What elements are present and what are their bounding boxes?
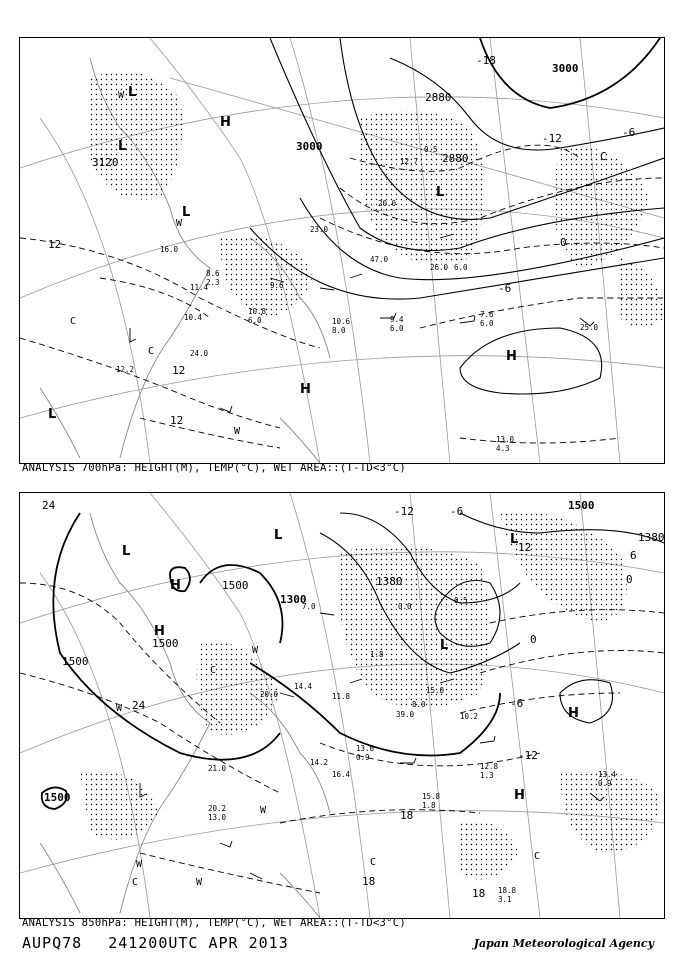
pressure-center-850-6: H <box>568 706 579 721</box>
misc-mark-700-1: C <box>70 316 77 327</box>
temp-label-700-3: 12 <box>170 414 184 427</box>
misc-mark-850-4: W <box>252 645 259 656</box>
pressure-center-850-2: H <box>170 578 181 593</box>
misc-mark-850-6: C <box>132 877 139 888</box>
station-value-850-9: 0.9 <box>356 753 370 762</box>
station-value-850-16: 15.0 <box>426 686 445 695</box>
agency-name: Japan Meteorological Agency <box>473 937 654 950</box>
height-label-850-7: 1500 <box>222 579 249 592</box>
station-value-700-25: 12.7 <box>400 157 419 166</box>
temp-label-700-5: -6 <box>622 126 636 139</box>
height-label-700-2: 2880 <box>425 91 452 104</box>
station-value-850-24: 1.8 <box>370 650 384 659</box>
station-value-700-15: 11.4 <box>190 283 209 292</box>
station-value-850-11: 16.4 <box>332 770 351 779</box>
height-label-850-2: 1500 <box>152 637 179 650</box>
temp-label-700-9: C <box>600 150 607 163</box>
station-value-700-26: 0.5 <box>424 145 438 154</box>
station-value-850-17: 8.0 <box>412 700 426 709</box>
map-panel-700hpa <box>19 37 665 464</box>
wet-areas <box>90 71 664 328</box>
temp-label-850-8: 0 <box>530 633 537 646</box>
misc-mark-850-5: C <box>210 665 217 676</box>
temp-label-850-2: 24 <box>132 699 146 712</box>
station-value-700-5: 25.0 <box>580 323 599 332</box>
station-values <box>116 145 599 453</box>
station-value-700-14: 9.6 <box>270 281 284 290</box>
station-value-700-21: 20.0 <box>378 199 397 208</box>
temp-label-850-1: 24 <box>42 499 56 512</box>
misc-mark-700-2: W <box>118 90 125 101</box>
station-value-850-25: 0.0 <box>398 602 412 611</box>
station-value-700-1: 13.0 <box>496 435 515 444</box>
station-value-700-3: 7.6 <box>480 310 494 319</box>
temp-label-850-9: 0 <box>626 573 633 586</box>
height-label-850-6: 1380 <box>638 531 664 544</box>
pressure-center-700-2: L <box>118 139 127 154</box>
temp-label-850-5: 18 <box>472 887 486 900</box>
station-value-850-19: 3.1 <box>498 895 512 904</box>
station-value-700-19: 16.0 <box>160 245 179 254</box>
station-value-850-15: 39.0 <box>396 710 415 719</box>
chart-footer <box>22 934 289 952</box>
station-value-850-5: 21.0 <box>208 764 227 773</box>
station-value-700-7: 8.0 <box>332 326 346 335</box>
temp-label-850-12: 6 <box>630 549 637 562</box>
height-label-850-3: 1500 <box>44 791 71 804</box>
misc-mark-850-2: W <box>136 859 143 870</box>
pressure-center-850-4: L <box>510 532 519 547</box>
misc-mark-850-3: W <box>260 805 267 816</box>
misc-mark-850-1: W <box>116 703 123 714</box>
station-value-700-16: 10.4 <box>184 313 203 322</box>
temp-label-850-13: 12 <box>518 541 532 554</box>
map-700hpa-drawing <box>20 38 664 463</box>
temp-label-850-4: 18 <box>362 875 376 888</box>
station-value-850-4: 13.0 <box>208 813 227 822</box>
pressure-center-700-7: H <box>300 382 311 397</box>
pressure-center-700-4: L <box>182 205 191 220</box>
station-value-700-22: 47.0 <box>370 255 389 264</box>
station-value-700-6: 10.6 <box>332 317 351 326</box>
height-label-850-1: 1500 <box>62 655 89 668</box>
height-label-850-4: 1380 <box>376 575 403 588</box>
station-value-850-3: 20.2 <box>208 804 227 813</box>
station-value-850-22: 11.8 <box>332 692 351 701</box>
misc-mark-700-3: C <box>148 346 155 357</box>
station-value-700-13: 2.3 <box>206 278 220 287</box>
station-value-850-1: 13.4 <box>598 770 617 779</box>
station-value-700-20: 23.0 <box>310 225 329 234</box>
height-label-700-4: 3000 <box>296 140 323 153</box>
station-value-700-8: 9.4 <box>390 315 404 324</box>
station-value-700-23: 26.0 <box>430 263 449 272</box>
misc-mark-700-4: W <box>234 426 241 437</box>
pressure-center-700-3: H <box>220 115 231 130</box>
pressure-center-700-8: L <box>48 407 57 422</box>
temp-label-700-1: 12 <box>48 238 62 251</box>
station-value-850-20: 14.4 <box>294 682 313 691</box>
temp-label-700-8: -6 <box>498 282 512 295</box>
temperature-isotherms <box>20 583 664 893</box>
pressure-center-850-5: L <box>440 638 449 653</box>
station-value-850-21: 20.0 <box>260 690 279 699</box>
station-value-700-24: 6.0 <box>454 263 468 272</box>
station-value-700-18: 24.0 <box>190 349 209 358</box>
misc-mark-850-7: C <box>370 857 377 868</box>
caption-700hpa: ANALYSIS 700hPa: HEIGHT(M), TEMP(°C), WET AREA::(T-TD<3°C) <box>22 462 407 474</box>
station-value-850-26: 0.5 <box>454 596 468 605</box>
station-value-850-6: 15.8 <box>422 792 441 801</box>
pressure-center-850-7: H <box>514 788 525 803</box>
pressure-center-700-1: L <box>128 85 137 100</box>
height-label-700-5: 2880 <box>442 152 469 165</box>
station-value-850-8: 13.0 <box>356 744 375 753</box>
station-value-850-23: 7.0 <box>302 602 316 611</box>
temp-label-700-2: 12 <box>172 364 186 377</box>
station-value-700-12: 8.6 <box>206 269 220 278</box>
temp-label-700-7: -18 <box>476 54 496 67</box>
station-value-850-14: 10.2 <box>460 712 479 721</box>
caption-850hpa: ANALYSIS 850hPa: HEIGHT(M), TEMP(°C), WET AREA::(T-TD<3°C) <box>22 917 407 929</box>
wet-areas <box>80 511 660 879</box>
station-value-850-12: 12.8 <box>480 762 499 771</box>
map-850hpa-drawing <box>20 493 664 918</box>
temp-label-850-7: -6 <box>510 697 524 710</box>
station-value-850-7: 1.8 <box>422 801 436 810</box>
station-value-700-11: 6.0 <box>248 316 262 325</box>
height-label-850-8: 1300 <box>280 593 307 606</box>
height-label-700-3: 3120 <box>92 156 119 169</box>
temp-label-700-6: 0 <box>560 236 567 249</box>
temp-label-850-3: 18 <box>400 809 414 822</box>
height-label-850-5: 1500 <box>568 499 595 512</box>
station-value-700-17: 12.2 <box>116 365 135 374</box>
station-value-700-9: 6.0 <box>390 324 404 333</box>
temp-label-700-4: -12 <box>542 132 562 145</box>
product-code: AUPQ78 <box>22 934 83 952</box>
valid-time: 241200UTC APR 2013 <box>108 934 289 952</box>
station-value-700-10: 10.8 <box>248 307 267 316</box>
misc-mark-850-8: C <box>534 851 541 862</box>
height-label-700-1: 3000 <box>552 62 579 75</box>
station-value-700-2: 4.3 <box>496 444 510 453</box>
station-value-850-2: 0.9 <box>598 779 612 788</box>
station-value-850-18: 18.8 <box>498 886 517 895</box>
station-value-850-10: 14.2 <box>310 758 329 767</box>
station-value-850-13: 1.3 <box>480 771 494 780</box>
pressure-center-700-5: L <box>436 185 445 200</box>
pressure-center-850-8: L <box>274 528 283 543</box>
temp-label-850-6: -12 <box>518 749 538 762</box>
pressure-center-850-1: L <box>122 544 131 559</box>
pressure-center-850-3: H <box>154 624 165 639</box>
station-value-700-4: 6.0 <box>480 319 494 328</box>
wind-barbs <box>130 234 594 412</box>
temp-label-850-11: -12 <box>394 505 414 518</box>
misc-mark-700-5: W <box>176 218 183 229</box>
temp-label-850-10: -6 <box>450 505 464 518</box>
map-panel-850hpa <box>19 492 665 919</box>
pressure-center-700-6: H <box>506 349 517 364</box>
misc-mark-850-9: W <box>196 877 203 888</box>
